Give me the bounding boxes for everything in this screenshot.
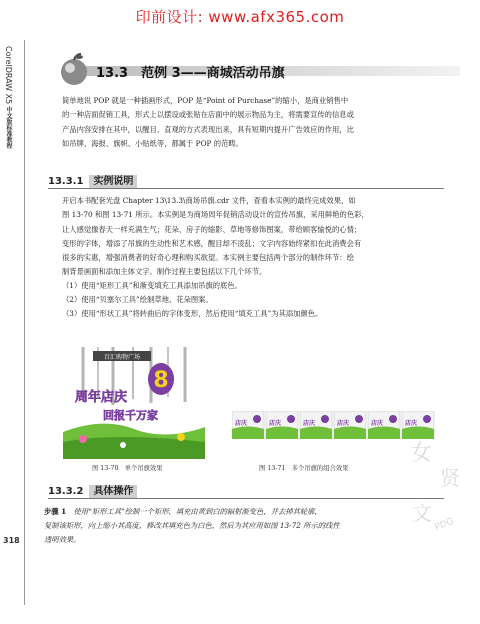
badge-number: 8 (153, 368, 169, 393)
step-line: 透明效果。 (44, 535, 81, 544)
svg-text:百汇购物广场: 百汇购物广场 (103, 354, 141, 361)
side-label (4, 46, 13, 149)
step-label: 步骤 1 (44, 507, 67, 516)
svg-text:文: 文 (412, 501, 432, 525)
list-item: （1）使用“矩形工具”和渐变填充工具添加吊旗的底色。 (62, 281, 242, 290)
figure-caption-1: 图 13-70 单个吊旗效果 (92, 465, 163, 472)
page-number: 318 (3, 536, 20, 545)
single-banner-image (63, 347, 205, 459)
body-line: 很多的实惠，增强消费者的好奇心理和购买欲望。本实例主要包括两个部分的制作环节：绘 (62, 253, 354, 263)
body-line: 制背景画面和添加主体文字。制作过程主要包括以下几个环节。 (62, 267, 267, 277)
subsection-rule (48, 188, 444, 189)
corner-watermark-text: PDG (433, 516, 456, 533)
body-line: 图 13-70 和图 13-71 所示。本实例是为商场周年促销活动设计的宣传吊旗，采用鲜艳的色彩， (62, 210, 369, 220)
body-line: 变形的字体，增添了吊旗的生动性和艺术感，醒目却不凌乱；文字内容始终紧扣在此消费会有 (62, 238, 362, 248)
intro-paragraph (62, 94, 442, 151)
list-item: （3）使用“形状工具”将转曲后的字体变形，然后使用“填充工具”为其添加颜色。 (62, 309, 323, 318)
step-paragraph (44, 505, 440, 547)
intro-line: 如吊牌、海报、旗帜、小贴纸等，都属于 POP 的范畴。 (62, 138, 243, 148)
section-title: 13.3 范例 3——商城活动吊旗 (96, 66, 285, 81)
intro-line: 产品内容安排在其中，以醒目、直观的方式表现出来，具有短期内提升广告效应的作用，比 (62, 124, 354, 134)
subsection-title: 实例说明 (89, 175, 137, 188)
body-line: 开启本书配套光盘 Chapter 13\13.3\商场吊旗.cdr 文件，查看本实例的最终完成效果，如 (62, 196, 356, 205)
side-subtitle: 中文版标准教程 (5, 106, 12, 149)
subsection-title: 具体操作 (89, 485, 137, 498)
watermark-url: 印前设计: www.afx365.com (135, 8, 345, 26)
banner-line-1: 周年店庆 (75, 390, 128, 405)
corner-watermark (392, 420, 477, 595)
svg-text:店庆: 店庆 (235, 420, 248, 427)
body-line: 让人感觉像春天一样充满生气；花朵、房子的缩影、草地等修饰图案，带给顾客愉悦的心情； (62, 224, 362, 234)
apple-icon (56, 52, 92, 88)
section-heading (56, 52, 461, 88)
subsection-number: 13.3.1 (48, 176, 84, 187)
subsection-rule (48, 498, 444, 499)
step-line (44, 505, 440, 519)
svg-text:女: 女 (410, 441, 433, 466)
step-line: 复制该矩形，向上缩小其高度，修改其填充色为白色，然后为其应用如图 13-72 所示的线性 (44, 521, 340, 530)
side-title: CorelDRAW X5 (4, 46, 13, 105)
subsection-heading-2 (48, 482, 137, 497)
intro-line: 简单地说 POP 就是一种插画形式，POP 是“Point of Purchase”的缩小，是商业销售中 (62, 96, 349, 105)
example-paragraph (62, 194, 442, 280)
intro-line: 的一种店面促销工具，形式上以摆设或张贴在店面中的展示物品为主，将需要宣传的信息或 (62, 110, 354, 120)
svg-text:贤: 贤 (440, 466, 460, 490)
list-item: （2）使用“贝塞尔工具”绘制草地、花朵图案。 (62, 295, 213, 304)
banner-line-2: 回报千万家 (103, 409, 158, 422)
step-text: 使用“矩形工具”绘制一个矩形，填充由黄到白的辐射渐变色，并去掉其轮廓， (73, 507, 322, 516)
subsection-heading-1 (48, 172, 137, 187)
subsection-number: 13.3.2 (48, 486, 84, 497)
figure-caption-2: 图 13-71 多个吊旗的组合效果 (259, 465, 349, 472)
